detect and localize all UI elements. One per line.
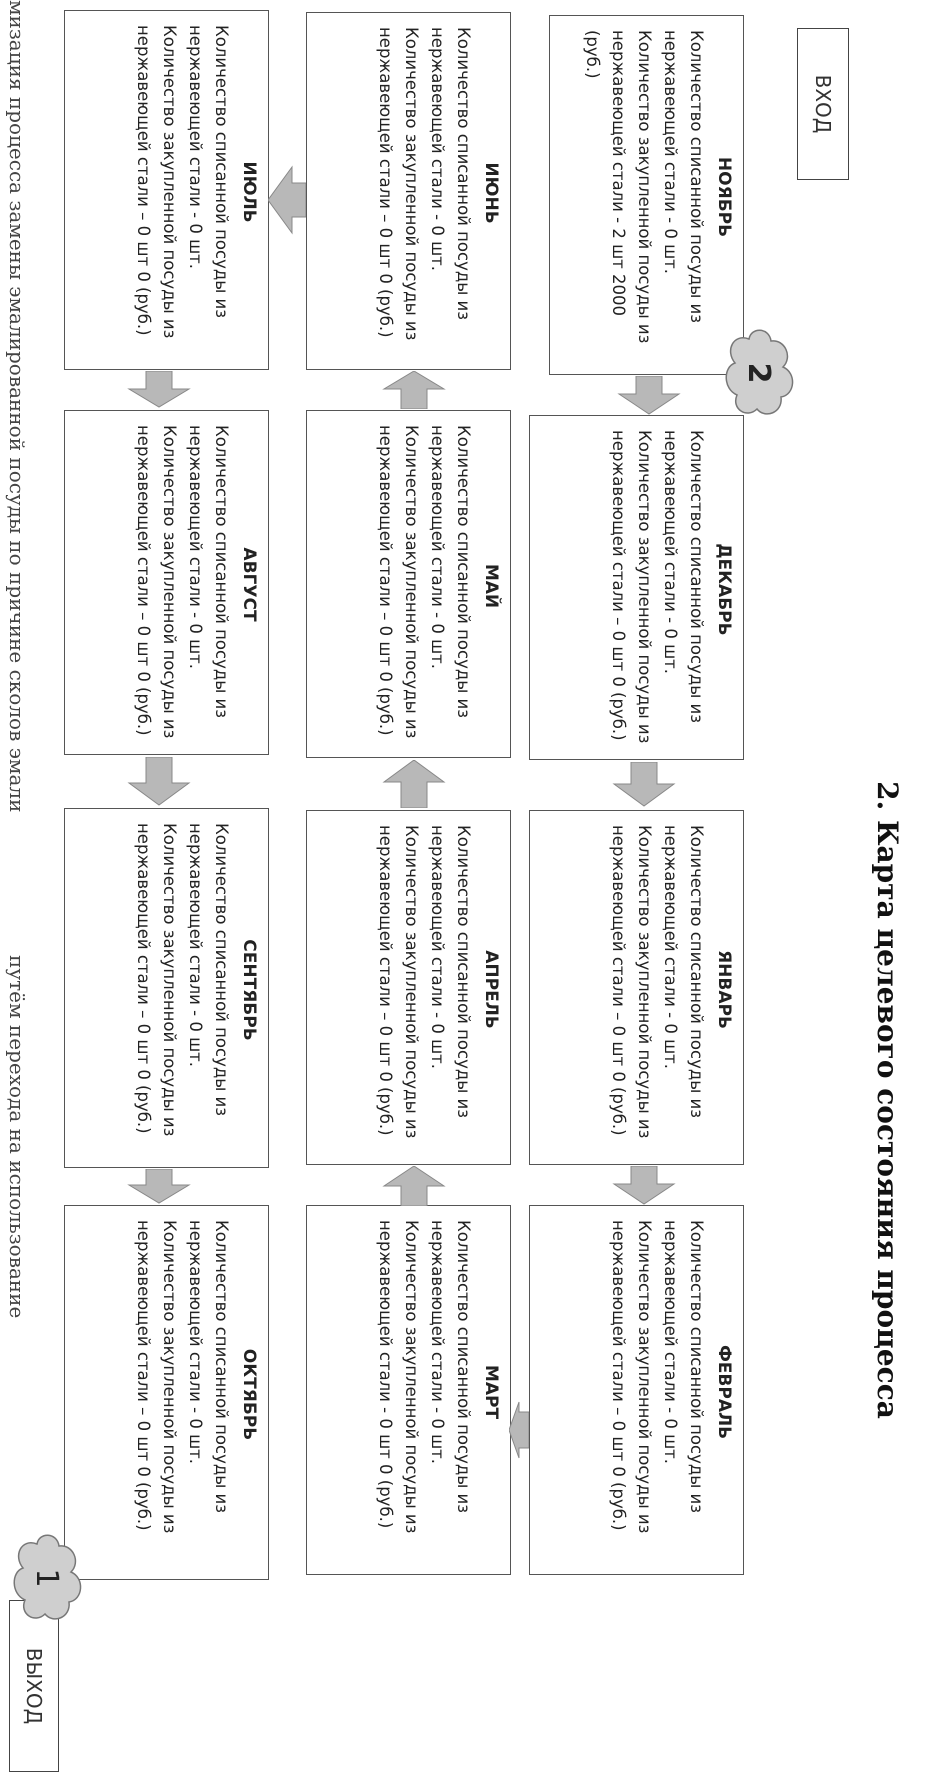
arrow-may-to-june	[379, 371, 449, 409]
month-title: ЯНВАРЬ	[714, 950, 734, 1029]
month-box-january	[529, 810, 744, 1165]
month-text: Количество списанной посуды из нержавеющей стали - 0 шт. Количество закупленной посуды из нержавеющей стали – 0 шт 0 (руб.)	[134, 425, 231, 739]
arrow-july-to-august	[124, 371, 194, 409]
month-box-may	[306, 410, 511, 758]
month-title: ОКТЯБРЬ	[239, 1348, 259, 1441]
arrow-march-to-april	[379, 1166, 449, 1206]
month-text: Количество списанной посуды из нержавеющей стали - 0 шт. Количество закупленной посуды из нержавеющей стали - 2 шт 2000 (руб.)	[583, 30, 706, 344]
month-text: Количество списанной посуды из нержавеющей стали - 0 шт. Количество закупленной посуды из нержавеющей стали – 0 шт 0 (руб.)	[376, 425, 473, 739]
month-title: МАЙ	[481, 563, 501, 609]
month-title: СЕНТЯБРЬ	[239, 939, 259, 1041]
arrow-april-to-may	[379, 760, 449, 808]
exit-label: ВЫХОД	[9, 1600, 59, 1772]
cloud-start-icon	[721, 325, 801, 421]
month-box-october	[64, 1205, 269, 1580]
month-text: Количество списанной посуды из нержавеющей стали - 0 шт. Количество закупленной посуды из нержавеющей стали – 0 шт 0 (руб.)	[134, 25, 231, 339]
month-text: Количество списанной посуды из нержавеющей стали - 0 шт. Количество закупленной посуды из нержавеющей стали – 0 шт 0 (руб.)	[609, 430, 706, 744]
month-box-august	[64, 410, 269, 755]
month-box-march	[306, 1205, 511, 1575]
month-title: ФЕВРАЛЬ	[714, 1344, 734, 1440]
arrow-september-to-october	[124, 1169, 194, 1205]
month-text: Количество списанной посуды из нержавеющей стали - 0 шт. Количество закупленной посуды из нержавеющей стали - 0 шт 0 (руб.)	[376, 1220, 473, 1534]
month-text: Количество списанной посуды из нержавеющей стали - 0 шт. Количество закупленной посуды из нержавеющей стали – 0 шт 0 (руб.)	[376, 27, 473, 341]
month-box-december	[529, 415, 744, 760]
arrow-august-to-september	[124, 757, 194, 807]
month-title: НОЯБРЬ	[714, 156, 734, 238]
month-box-july	[64, 10, 269, 370]
month-title: ИЮЛЬ	[239, 161, 259, 223]
month-title: ДЕКАБРЬ	[714, 543, 734, 636]
month-text: Количество списанной посуды из нержавеющей стали - 0 шт. Количество закупленной посуды из нержавеющей стали – 0 шт 0 (руб.)	[134, 823, 231, 1137]
month-box-june	[306, 12, 511, 370]
arrow-november-to-december	[614, 376, 684, 416]
month-title: АПРЕЛЬ	[481, 950, 501, 1029]
footer-right-text: путём перехода на использование	[5, 955, 29, 1319]
arrow-january-to-february	[609, 1166, 679, 1206]
cloud-start-label: 2	[741, 362, 776, 384]
cloud-end-icon	[9, 1530, 89, 1626]
month-text: Количество списанной посуды из нержавеющей стали - 0 шт. Количество закупленной посуды из нержавеющей стали – 0 шт 0 (руб.)	[134, 1220, 231, 1534]
cloud-end-label: 1	[29, 1568, 64, 1588]
entry-label: ВХОД	[797, 28, 849, 180]
month-box-november	[549, 15, 744, 375]
month-text: Количество списанной посуды из нержавеющей стали - 0 шт. Количество закупленной посуды из нержавеющей стали – 0 шт 0 (руб.)	[609, 1220, 706, 1534]
month-box-april	[306, 810, 511, 1165]
month-title: ИЮНЬ	[481, 162, 501, 224]
month-title: АВГУСТ	[239, 547, 259, 622]
month-text: Количество списанной посуды из нержавеющей стали - 0 шт. Количество закупленной посуды из нержавеющей стали – 0 шт 0 (руб.)	[609, 825, 706, 1139]
arrow-february-to-march	[509, 1400, 529, 1460]
footer-left-text: мизация процесса замены эмалированной посуды по причине сколов эмали	[5, 0, 29, 813]
month-title: МАРТ	[481, 1364, 501, 1420]
page-title: 2. Карта целевого состояния процесса	[871, 781, 904, 1419]
month-box-february	[529, 1205, 744, 1575]
month-box-september	[64, 808, 269, 1168]
arrow-december-to-january	[609, 762, 679, 808]
arrow-june-to-july	[268, 165, 306, 235]
month-text: Количество списанной посуды из нержавеющей стали - 0 шт. Количество закупленной посуды из нержавеющей стали – 0 шт 0 (руб.)	[376, 825, 473, 1139]
